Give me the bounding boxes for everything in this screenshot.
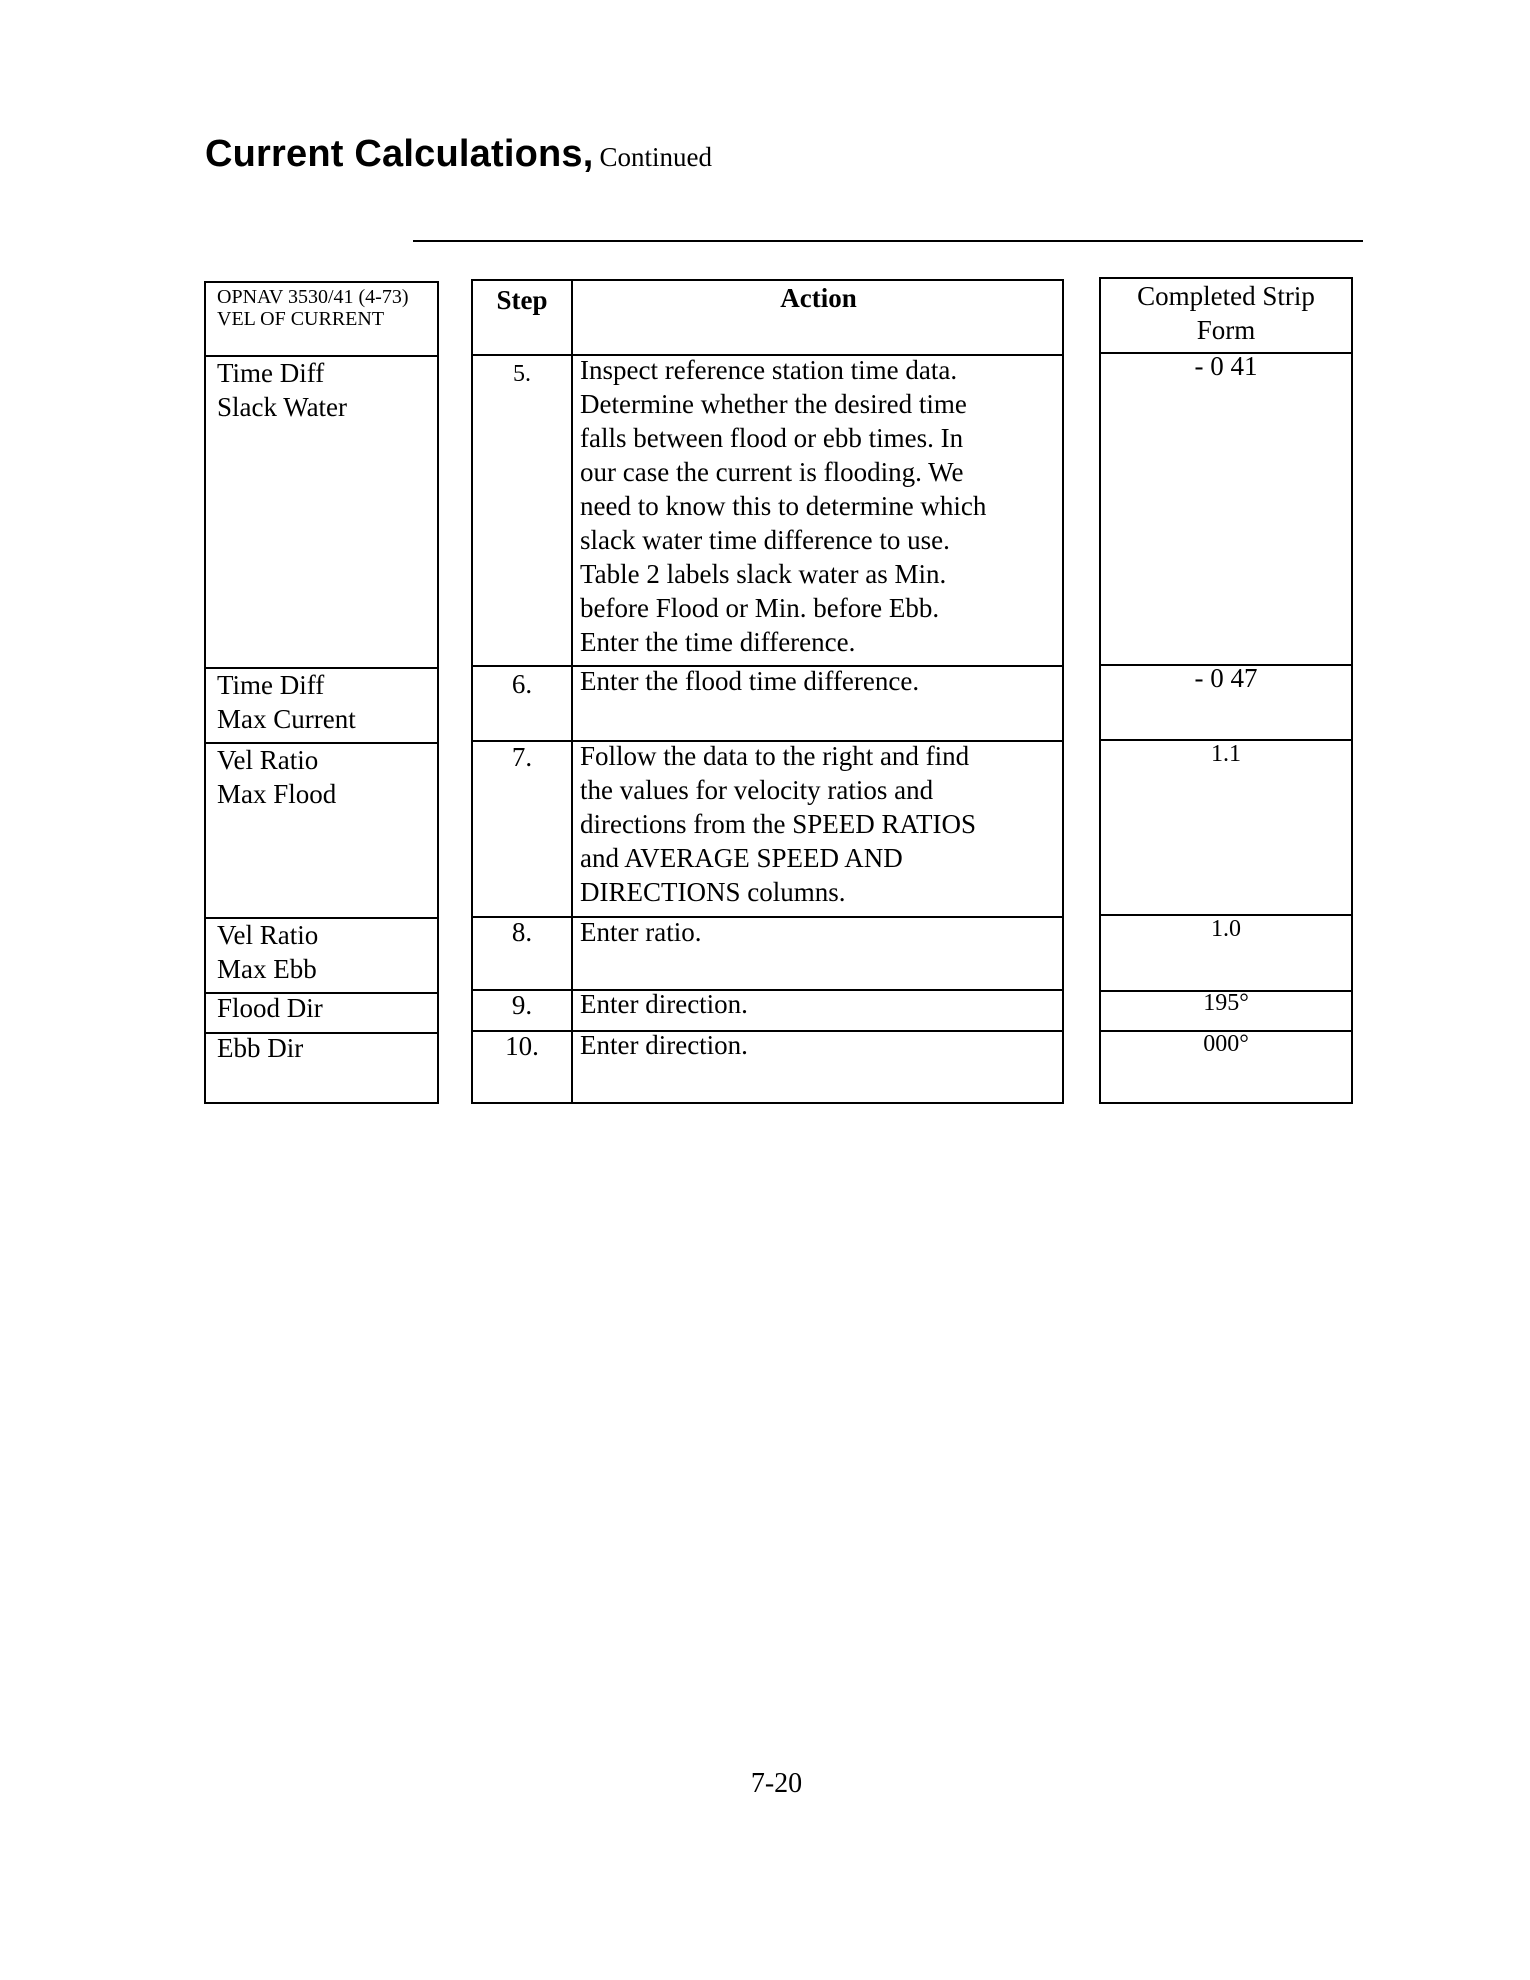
- steps-table: [471, 279, 1064, 1104]
- header-rule: [413, 240, 1363, 242]
- action-column-header: Action: [780, 283, 857, 313]
- row-label: Flood Dir: [217, 993, 323, 1023]
- step-number: 6.: [511, 669, 533, 699]
- row-label: Time Diff Max Current: [217, 670, 356, 734]
- strip-value: 1.0: [1211, 916, 1241, 942]
- completed-strip-column: [1099, 277, 1353, 1104]
- strip-value: - 0 47: [1194, 663, 1258, 693]
- form-title: VEL OF CURRENT: [217, 308, 385, 330]
- action-text: Enter direction.: [580, 989, 748, 1019]
- form-strip-column: [204, 281, 439, 1104]
- column-divider: [571, 281, 573, 1102]
- row-label: Vel Ratio Max Flood: [217, 745, 337, 809]
- action-text: Enter ratio.: [580, 917, 702, 947]
- page-title: Current Calculations,: [205, 133, 594, 175]
- step-column-header: Step: [496, 285, 548, 315]
- step-number: 5.: [513, 361, 531, 387]
- form-number: OPNAV 3530/41 (4-73): [217, 286, 409, 308]
- strip-value: 000°: [1203, 1031, 1249, 1057]
- page-number: 7-20: [750, 1768, 803, 1799]
- strip-value: - 0 41: [1194, 351, 1258, 381]
- action-text: Enter direction.: [580, 1030, 748, 1060]
- strip-value: 195°: [1203, 990, 1249, 1016]
- continued-label: Continued: [599, 142, 712, 172]
- step-number: 8.: [511, 917, 533, 947]
- row-label: Vel Ratio Max Ebb: [217, 920, 319, 984]
- step-number: 7.: [511, 742, 533, 772]
- strip-value: 1.1: [1211, 741, 1241, 767]
- action-text: Follow the data to the right and find the values for velocity ratios and directions from the SPEED RATIOS and AVERAGE SPEED AND DIRECTIONS columns.: [580, 741, 976, 907]
- step-number: 10.: [505, 1031, 539, 1061]
- action-text: Inspect reference station time data. Determine whether the desired time falls between flood or ebb times. In our case the current is flooding. We need to know this to determine which slack water time difference to use. Table 2 labels slack water as Min. before Flood or Min. before Ebb. Enter the time difference.: [580, 355, 987, 657]
- page-heading: [205, 133, 712, 176]
- row-label: Time Diff Slack Water: [217, 358, 348, 422]
- action-text: Enter the flood time difference.: [580, 666, 920, 696]
- row-label: Ebb Dir: [217, 1033, 304, 1063]
- step-number: 9.: [511, 990, 533, 1020]
- completed-column-header: Completed Strip Form: [1137, 281, 1315, 345]
